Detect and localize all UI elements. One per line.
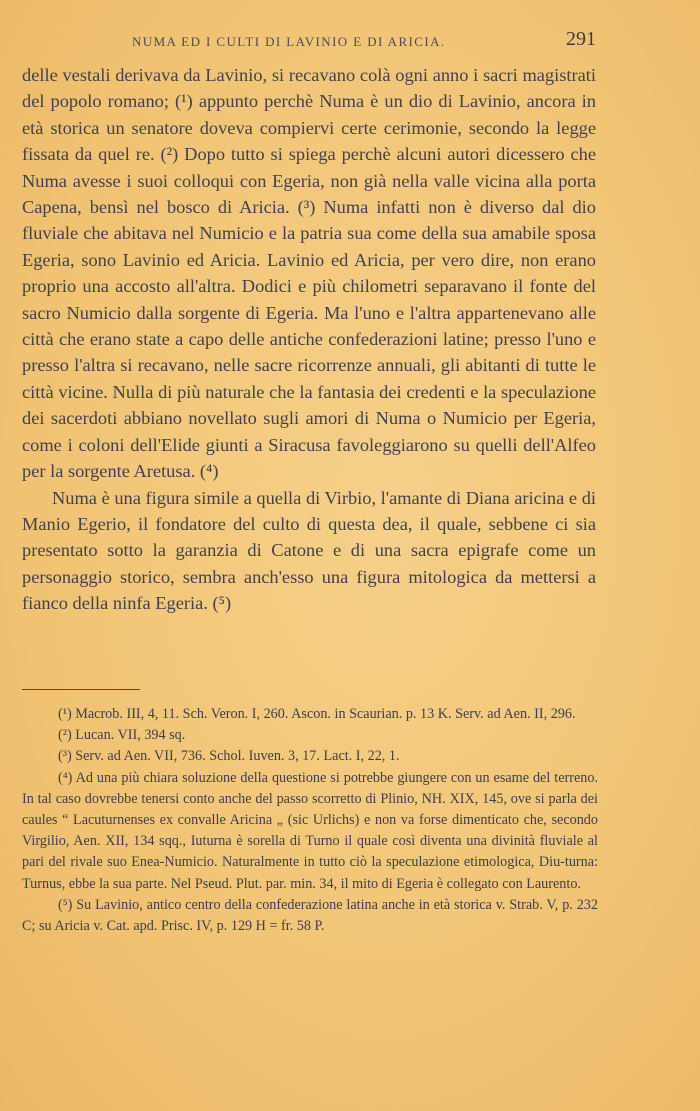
footnote-separator xyxy=(22,689,140,690)
page-header xyxy=(0,28,700,54)
running-head: NUMA ED I CULTI DI LAVINIO E DI ARICIA. xyxy=(132,34,446,49)
footnote-5: (⁵) Su Lavinio, antico centro della confederazione latina anche in età storica v. Strab. V, p. 232 C; su Aricia v. Cat. apd. Prisc. IV, p. 129 H = fr. 58 P. xyxy=(22,896,598,935)
footnote-4: (⁴) Ad una più chiara soluzione della questione si potrebbe giungere con un esame del terreno. In tal caso dovrebbe tenersi conto anche del passo scorretto di Plinio, NH. XIX, 145, ove si parla dei caules “ Lacuturnenses ex convalle Aricina „ (sic Urlichs) e non va forse dimenticato che, secondo Virgilio, Aen. XII, 134 sqq., Iuturna è sorella di Turno il quale così diventa una divinità fluviale al pari del rivale suo Enea-Numicio. Naturalmente in tutto ciò la speculazione etimologica, Diu-turna: Turnus, ebbe la sua parte. Nel Pseud. Plut. par. min. 34, il mito di Egeria è collegato con Laurento. xyxy=(22,769,598,892)
footnotes xyxy=(22,704,598,937)
paragraph-2: Numa è una figura simile a quella di Virbio, l'amante di Diana aricina e di Manio Egerio, il fondatore del culto di questa dea, il quale, sebbene ci sia presentato sotto la garanzia di Catone e di una sacra epigrafe come un personaggio storico, sembra anch'esso una figura mitologica da mettersi a fianco della ninfa Egeria. (⁵) xyxy=(22,487,596,614)
page-number: 291 xyxy=(566,28,596,50)
body-text xyxy=(22,62,596,617)
paragraph-1: delle vestali derivava da Lavinio, si recavano colà ogni anno i sacri magistrati del popolo romano; (¹) appunto perchè Numa è un dio di Lavinio, ancora in età storica un senatore doveva compiervi certe cerimonie, secondo la legge fissata da quel re. (²) Dopo tutto si spiega perchè alcuni autori dicessero che Numa avesse i suoi colloqui con Egeria, non già nella valle vicina alla porta Capena, bensì nel bosco di Aricia. (³) Numa infatti non è diverso dal dio fluviale che abitava nel Numicio e la patria sua come della sua amabile sposa Egeria, sono Lavinio ed Aricia. Lavinio ed Aricia, per vero dire, non erano proprio una accosto all'altra. Dodici e più chilometri separavano il fonte del sacro Numicio dalla sorgente di Egeria. Ma l'uno e l'altra appartenevano alle città che erano state a capo delle antiche confederazioni latine; presso l'uno e presso l'altra si recavano, nelle sacre ricorrenze annuali, gli abitanti di tutte le città vicine. Nulla di più naturale che la fantasia dei credenti e la speculazione dei sacerdoti abbiano novellato sugli amori di Numa o Numicio per Egeria, come i coloni dell'Elide giunti a Siracusa favoleggiarono su quelli dell'Alfeo per la sorgente Aretusa. (⁴) xyxy=(22,65,596,482)
footnote-2: (²) Lucan. VII, 394 sq. xyxy=(58,727,186,744)
footnote-1: (¹) Macrob. III, 4, 11. Sch. Veron. I, 260. Ascon. in Scaurian. p. 13 K. Serv. ad Aen. II, 296. xyxy=(58,706,576,722)
footnote-3: (³) Serv. ad Aen. VII, 736. Schol. Iuven. 3, 17. Lact. I, 22, 1. xyxy=(58,748,400,765)
